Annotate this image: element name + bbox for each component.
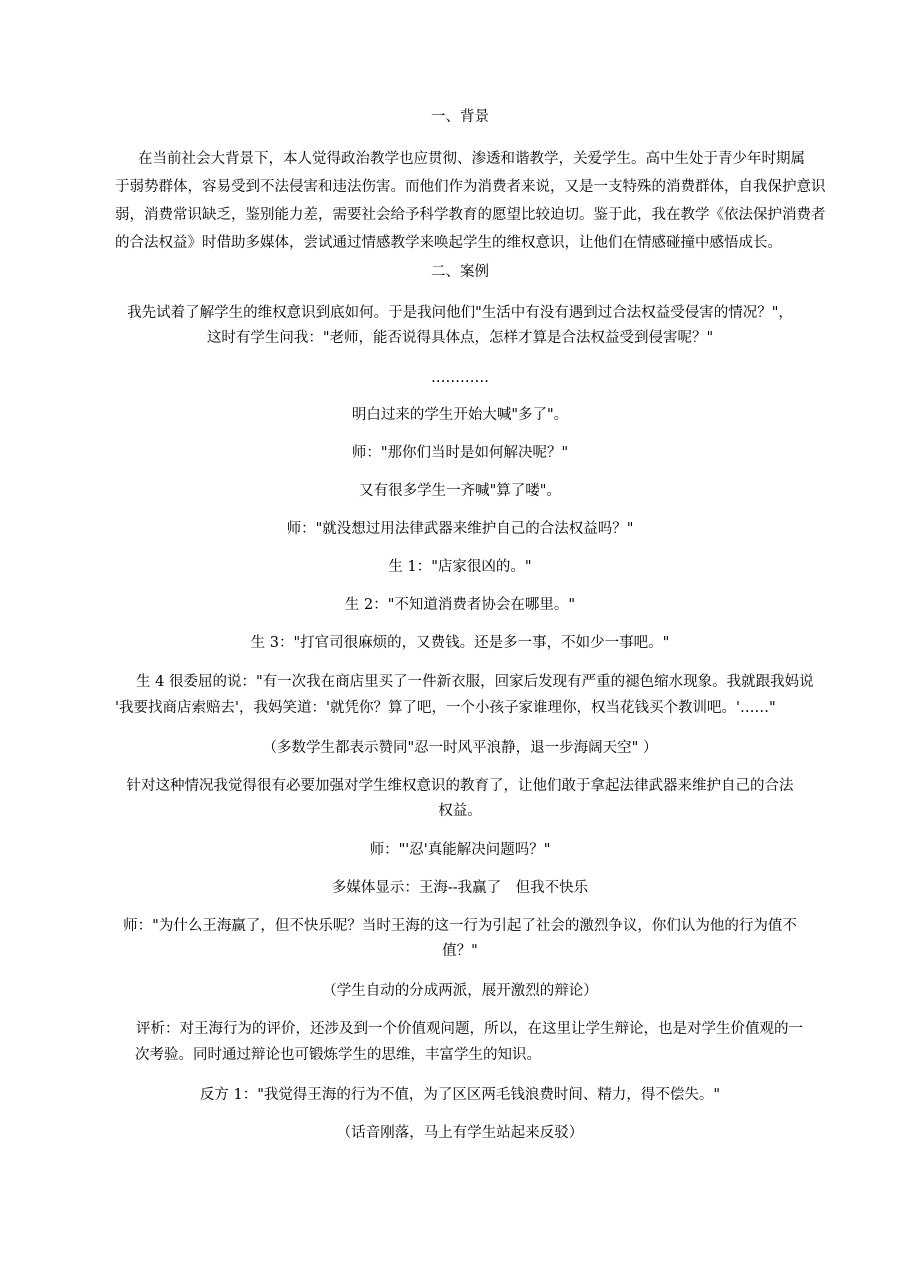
case-intro-line-1: 我先试着了解学生的维权意识到底如何。于是我问他们"生活中有没有遇到过合法权益受侵害的情况？"， (127, 305, 793, 321)
background-line-4: 的合法权益》时借助多媒体，尝试通过情感教学来唤起学生的维权意识，让他们在情感碰撞中感悟成长。 (115, 235, 782, 251)
line-shout-2: 又有很多学生一齐喊"算了喽"。 (359, 483, 561, 499)
line-rebut: （话音刚落，马上有学生站起来反驳） (336, 1125, 584, 1141)
line-agree: （多数学生都表示赞同"忍一时风平浪静，退一步海阔天空" ） (262, 740, 658, 756)
line-teacher-3: 师："'忍'真能解决问题吗？" (369, 842, 551, 858)
comment-line-1: 评析：对王海行为的评价，还涉及到一个价值观问题，所以，在这里让学生辩论，也是对学生价值观的一 (136, 1021, 803, 1037)
line-student-1: 生 1："店家很凶的。" (388, 559, 532, 575)
line-shout: 明白过来的学生开始大喊"多了"。 (351, 407, 569, 423)
case-intro-line-2: 这时有学生问我："老师，能否说得具体点，怎样才算是合法权益受到侵害呢？" (206, 330, 714, 346)
reflect-line-2: 权益。 (438, 803, 482, 819)
student-4-line-2: '我要找商店索赔去'，我妈笑道：'就凭你？算了吧，一个小孩子家谁理你，权当花钱买个教训吧。'……" (115, 700, 776, 716)
comment-line-2: 次考验。同时通过辩论也可锻炼学生的思维，丰富学生的知识。 (135, 1047, 541, 1063)
reflect-line-1: 针对这种情况我觉得很有必要加强对学生维权意识的教育了，让他们敢于拿起法律武器来维护自己的合法 (126, 778, 794, 794)
background-line-3: 弱，消费常识缺乏，鉴别能力差，需要社会给予科学教育的愿望比较迫切。鉴于此，我在教学《依法保护消费者 (115, 207, 826, 223)
line-teacher-2: 师："就没想过用法律武器来维护自己的合法权益吗？" (286, 521, 634, 537)
background-line-1: 在当前社会大背景下，本人觉得政治教学也应贯彻、渗透和谐教学，关爱学生。高中生处于青少年时期属 (138, 151, 805, 167)
teacher-4-line-1: 师："为什么王海赢了，但不快乐呢？当时王海的这一行为引起了社会的激烈争议，你们认为他的行为值不 (123, 918, 797, 934)
line-student-2: 生 2："不知道消费者协会在哪里。" (344, 597, 576, 613)
background-line-2: 于弱势群体，容易受到不法侵害和违法伤害。而他们作为消费者来说，又是一支特殊的消费群体，自我保护意识 (115, 179, 826, 195)
line-debate: （学生自动的分成两派，展开激烈的辩论） (322, 983, 598, 999)
heading-case: 二、案例 (431, 264, 489, 280)
student-4-line-1: 生 4 很委屈的说："有一次我在商店里买了一件新衣服，回家后发现有严重的褪色缩水现象。我就跟我妈说 (136, 674, 814, 690)
line-student-3: 生 3："打官司很麻烦的，又费钱。还是多一事，不如少一事吧。" (250, 635, 670, 651)
line-against-1: 反方 1："我觉得王海的行为不值，为了区区两毛钱浪费时间、精力，得不偿失。" (199, 1087, 721, 1103)
heading-background: 一、背景 (431, 109, 489, 125)
ellipsis: ………… (431, 370, 489, 386)
line-teacher-1: 师："那你们当时是如何解决呢？" (351, 445, 569, 461)
teacher-4-line-2: 值？" (442, 943, 478, 959)
line-media: 多媒体显示：王海--我赢了 但我不快乐 (331, 880, 589, 896)
